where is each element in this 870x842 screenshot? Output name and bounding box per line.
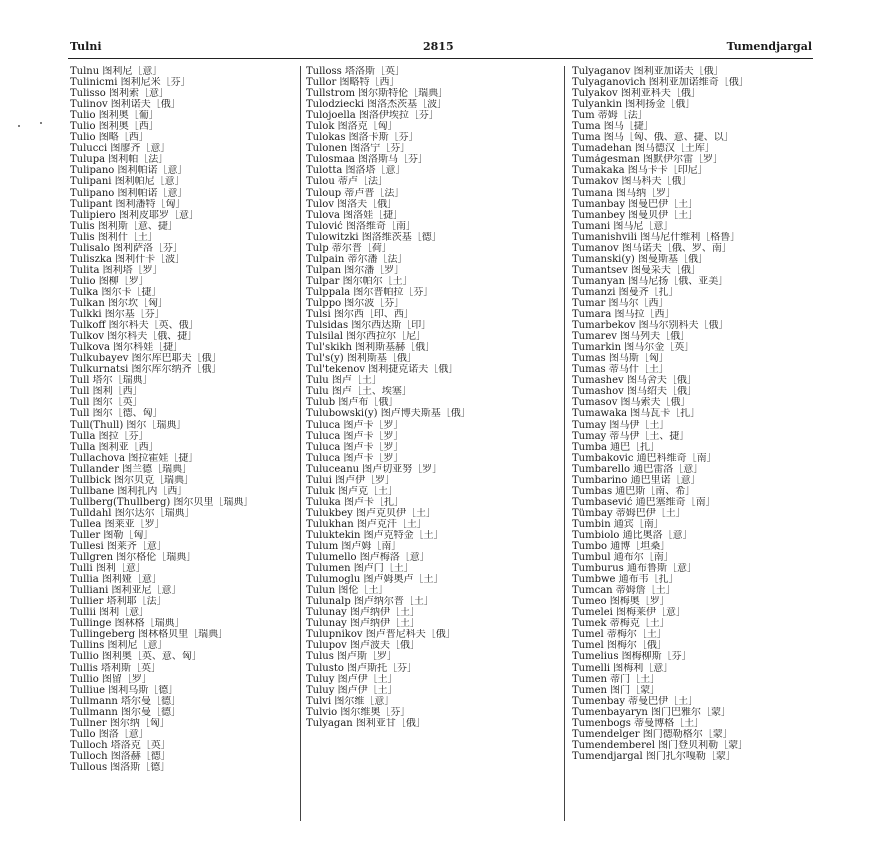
dictionary-entry: Tullea 图莱亚［罗］ xyxy=(70,518,165,530)
dictionary-entry: Tuluk 图卢克［土］ xyxy=(306,485,398,497)
dictionary-entry: Tullingeberg 图林格贝里［瑞典］ xyxy=(70,629,229,641)
dictionary-entry: Tulum 图卢姆［南］ xyxy=(306,541,402,553)
dictionary-entry: Tumanbay 图曼巴伊［土］ xyxy=(572,198,699,210)
dictionary-entry: Tumadehan 图马德汉［土库］ xyxy=(572,143,715,155)
dictionary-entry: Tumarbekov 图马尔别科夫［俄］ xyxy=(572,320,729,332)
dictionary-entry: Tullander 图兰德［瑞典］ xyxy=(70,463,193,475)
dictionary-entry: Tümbay 蒂姆巴伊［土］ xyxy=(572,507,686,519)
dictionary-entry: Tullstrom 图尔斯特伦［瑞典］ xyxy=(306,88,449,100)
dictionary-entry: Tullner 图尔纳［匈］ xyxy=(70,717,170,729)
dictionary-entry: Tuluca 图卢卡［罗］ xyxy=(306,441,404,453)
dictionary-entry: Tumarkin 图马尔金［英］ xyxy=(572,342,695,354)
header-rule xyxy=(68,58,813,59)
dictionary-entry: Tulsidas 图尔西达斯［印］ xyxy=(306,320,432,332)
dictionary-entry: Tulu 图卢［土］ xyxy=(306,375,382,387)
dictionary-entry: Tulova 图洛娃［捷］ xyxy=(306,209,404,221)
dictionary-entry: Tulotta 图洛塔［意］ xyxy=(306,165,406,177)
dictionary-entry: Tulumello 图卢梅洛［意］ xyxy=(306,552,430,564)
dictionary-entry: Tuma 图马［匈、俄、意、捷、以］ xyxy=(572,132,734,144)
running-head-right: Tumendjargal xyxy=(726,40,812,53)
dictionary-entry: Tulukbey 图卢克贝伊［土］ xyxy=(306,507,436,519)
dictionary-entry: Tumani 图马尼［意］ xyxy=(572,220,674,232)
dictionary-entry: Tulosmaa 图洛斯马［芬］ xyxy=(306,154,429,166)
dictionary-entry: Tull 图尔［英］ xyxy=(70,397,143,409)
dictionary-entry: Tumágesman 图默伊尔雷［罗］ xyxy=(572,154,724,166)
dictionary-entry: Tull 图利［西］ xyxy=(70,386,143,398)
dictionary-entry: Tuluy 图卢伊［土］ xyxy=(306,684,398,696)
dictionary-entry: Tulowitzki 图洛维茨基［德］ xyxy=(306,231,442,243)
dictionary-entry: Tulsi 图尔西［印、西］ xyxy=(306,309,414,321)
dictionary-entry: Tumara 图马拉［西］ xyxy=(572,309,675,321)
dictionary-entry: Tuloup 蒂卢普［法］ xyxy=(306,187,405,199)
dictionary-entry: Tul'skikh 图利斯基赫［俄］ xyxy=(306,342,436,354)
dictionary-entry: Tumelei 图梅莱伊［意］ xyxy=(572,607,687,619)
dictionary-entry: Tullous 图洛斯［德］ xyxy=(70,761,171,773)
dictionary-entry: Tullmann 塔尔曼［德］ xyxy=(70,695,182,707)
dictionary-entry: Tulupa 图利帕［法］ xyxy=(70,154,169,166)
dictionary-entry: Tulp 蒂尔普［荷］ xyxy=(306,242,392,254)
dictionary-entry: Tulubowski(y) 图卢博夫斯基［俄］ xyxy=(306,408,471,420)
dictionary-entry: Tulliue 图利乌斯［德］ xyxy=(70,684,179,696)
dictionary-entry: Tulunay 图卢纳伊［土］ xyxy=(306,618,420,630)
dictionary-entry: Tulupov 图卢波夫［俄］ xyxy=(306,640,420,652)
dictionary-entry: Tulloss 塔洛斯［英］ xyxy=(306,66,405,77)
dictionary-entry: Tumburus 通布鲁斯［意］ xyxy=(572,563,697,575)
dictionary-entry: Tumenbogs 蒂曼博格［土］ xyxy=(572,717,705,729)
dictionary-entry: Tumarev 图马列夫［俄］ xyxy=(572,331,691,343)
dictionary-entry: Tumbo 通博［坦桑］ xyxy=(572,541,671,553)
dictionary-entry: Tumeo 图梅奥［罗］ xyxy=(572,596,670,608)
dictionary-entry: Tumbul 通布尔［南］ xyxy=(572,552,674,564)
dictionary-entry: Tull(Thull) 图尔［瑞典］ xyxy=(70,419,187,431)
dictionary-entry: Tulli 图利［意］ xyxy=(70,563,146,575)
dictionary-entry: Tuluca 图卢卡［罗］ xyxy=(306,430,404,442)
dictionary-entry: Tumel 图梅尔［俄］ xyxy=(572,640,667,652)
column-divider xyxy=(300,66,301,821)
dictionary-entry: Tulla 图利亚［西］ xyxy=(70,441,159,453)
dictionary-entry: Tumakaka 图马卡卡［印尼］ xyxy=(572,165,708,177)
dictionary-entry: Tullesi 图莱齐［意］ xyxy=(70,541,167,553)
dictionary-entry: Tuluy 图卢伊［土］ xyxy=(306,673,398,685)
dictionary-entry: Tulsilal 图尔西拉尔［尼］ xyxy=(306,331,427,343)
dictionary-entry: Tullbick 图尔贝克［瑞典］ xyxy=(70,474,194,486)
dictionary-entry: Tulpain 蒂尔潘［法］ xyxy=(306,253,408,265)
dictionary-entry: Tulusto 图卢斯托［芬］ xyxy=(306,662,418,674)
dictionary-entry: Tumas 图马斯［匈］ xyxy=(572,353,669,365)
dictionary-entry: Tulisalo 图利萨洛［芬］ xyxy=(70,242,183,254)
dictionary-entry: Tulvio 图尔维奥［芬］ xyxy=(306,706,411,718)
dictionary-entry: Tulinov 图利诺夫［俄］ xyxy=(70,99,181,111)
dictionary-entry: Tumanbey 图曼贝伊［土］ xyxy=(572,209,699,221)
dictionary-entry: Tullmann 图尔曼［德］ xyxy=(70,706,182,718)
dictionary-entry: Tulumen 图卢门［土］ xyxy=(306,563,414,575)
dictionary-entry: Tumanov 图马诺夫［俄、罗、南］ xyxy=(572,242,732,254)
dictionary-entry: Tuluktekin 图卢克特金［土］ xyxy=(306,529,444,541)
dictionary-entry: Tulio 图略［西］ xyxy=(70,132,149,144)
dictionary-entry: Tumbiolo 通比奥洛［意］ xyxy=(572,529,693,541)
dictionary-entry: Tumenbayaryn 图门巴雅尔［蒙］ xyxy=(572,706,731,718)
dictionary-entry: Tulio 图利奥［葡］ xyxy=(70,110,159,122)
dictionary-entry: Tumbarino 通巴里诺［意］ xyxy=(572,474,701,486)
dictionary-entry: Tulvi 图尔维［意］ xyxy=(306,695,395,707)
dictionary-entry: Tull 图尔［德、匈］ xyxy=(70,408,163,420)
dictionary-entry: Tuluca 图卢卡［罗］ xyxy=(306,419,404,431)
dictionary-entry: Tumen 蒂门［土］ xyxy=(572,673,661,685)
dictionary-entry: Tumar 图马尔［西］ xyxy=(572,297,669,309)
dictionary-entry: Tumbakovic 通巴科维奇［南］ xyxy=(572,452,717,464)
dictionary-entry: Tulita 图利塔［罗］ xyxy=(70,264,163,276)
dictionary-entry: Tumanishvili 图马尼什维利［格鲁］ xyxy=(572,231,741,243)
dictionary-entry: Tumbasević 通巴塞维奇［南］ xyxy=(572,496,716,508)
dictionary-entry: Tulipano 图利帕诺［意］ xyxy=(70,165,188,177)
dictionary-entry: Tulpar 图尔帕尔［土］ xyxy=(306,275,413,287)
dictionary-entry: Tulkova 图尔科娃［捷］ xyxy=(70,342,184,354)
dictionary-entry: Tulumoglu 图卢姆奥卢［土］ xyxy=(306,574,444,586)
dictionary-entry: Tulla 图拉［芬］ xyxy=(70,430,149,442)
dictionary-entry: Tul's(y) 图利斯基［俄］ xyxy=(306,353,417,365)
dictionary-entry: Tulus 图卢斯［罗］ xyxy=(306,651,398,663)
dictionary-entry: Tulloch 图洛赫［德］ xyxy=(70,750,171,762)
dictionary-entry: Tulunay 图卢纳伊［土］ xyxy=(306,607,420,619)
dictionary-entry: Tulkki 图尔基［芬］ xyxy=(70,309,165,321)
dictionary-entry: Tumanyan 图马尼扬［俄、亚美］ xyxy=(572,275,729,287)
dictionary-entry: Tulupnikov 图卢普尼科夫［俄］ xyxy=(306,629,456,641)
dictionary-entry: Tullier 塔利耶［法］ xyxy=(70,596,167,608)
dictionary-entry: Tulyaganovich 图利亚加诺维奇［俄］ xyxy=(572,77,749,89)
dictionary-entry: Tuller 图勒［匈］ xyxy=(70,529,154,541)
dictionary-entry: Tullii 图利［意］ xyxy=(70,607,150,619)
dictionary-entry: Tulis 图利斯［意、捷］ xyxy=(70,220,178,232)
dictionary-entry: Tulipani 图利帕尼［意］ xyxy=(70,176,185,188)
dictionary-entry: Tullo 图洛［意］ xyxy=(70,728,149,740)
dictionary-entry: Tumba 通巴［扎］ xyxy=(572,441,661,453)
dictionary-entry: Tullachova 图拉霍娃［捷］ xyxy=(70,452,199,464)
dictionary-entry: Tulinicmi 图利尼米［芬］ xyxy=(70,77,191,89)
dictionary-entry: Tulonen 图洛宁［芬］ xyxy=(306,143,411,155)
page-number: 2815 xyxy=(423,40,454,53)
dictionary-entry: Tumbas 通巴斯［南、希］ xyxy=(572,485,696,497)
dictionary-entry: Tulunalp 图卢纳尔普［土］ xyxy=(306,596,434,608)
dictionary-entry: Tulipiero 图利皮耶罗［意］ xyxy=(70,209,200,221)
dictionary-entry: Tumendelger 图门德勒格尔［蒙］ xyxy=(572,728,733,740)
dictionary-entry: Tulldahl 图尔达尔［瑞典］ xyxy=(70,507,195,519)
dictionary-entry: Tullinge 图林格［瑞典］ xyxy=(70,618,185,630)
dictionary-entry: Tuliszka 图利什卡［波］ xyxy=(70,253,186,265)
dictionary-entry: Tulipano 图利帕诺［意］ xyxy=(70,187,188,199)
dictionary-entry: Tull 塔尔［瑞典］ xyxy=(70,375,153,387)
dictionary-entry: Tullis 塔利斯［英］ xyxy=(70,662,162,674)
dictionary-entry: Tulis 图利什［土］ xyxy=(70,231,158,243)
dictionary-entry: Tumenbay 蒂曼巴伊［土］ xyxy=(572,695,699,707)
dictionary-entry: Tullor 图略特［西］ xyxy=(306,77,400,89)
dictionary-entry: Tulkov 图尔科夫［俄、捷］ xyxy=(70,331,198,343)
dictionary-entry: Tullio 图利奥［英、意、匈］ xyxy=(70,651,202,663)
dictionary-entry: Tulnu 图利尼［意］ xyxy=(70,66,163,77)
dictionary-entry: Tullbane 图利扎内［西］ xyxy=(70,485,188,497)
dictionary-entry: Tulkoff 图尔科夫［英、俄］ xyxy=(70,320,199,332)
dictionary-entry: Tulyankin 图利扬金［俄］ xyxy=(572,99,696,111)
dictionary-entry: Tulkubayev 图尔库巴耶夫［俄］ xyxy=(70,353,222,365)
dictionary-entry: Tumashev 图马舍夫［俄］ xyxy=(572,375,697,387)
dictionary-entry: Tulisso 图利索［意］ xyxy=(70,88,169,100)
dictionary-entry: Tulloch 塔洛克［英］ xyxy=(70,739,171,751)
dictionary-entry: Tumawaka 图马瓦卡［扎］ xyxy=(572,408,701,420)
dictionary-entry: Tumantsev 图曼采夫［俄］ xyxy=(572,264,701,276)
dictionary-entry: Tumel 蒂梅尔［土］ xyxy=(572,629,667,641)
dictionary-entry: Tullia 图利娅［意］ xyxy=(70,574,162,586)
dictionary-entry: Tulyakov 图利亚科夫［俄］ xyxy=(572,88,701,100)
dictionary-entry: Tulović 图洛维奇［南］ xyxy=(306,220,416,232)
dictionary-entry: Tului 图卢伊［罗］ xyxy=(306,474,396,486)
dictionary-entry: Tulyaganov 图利亚加诺夫［俄］ xyxy=(572,66,724,77)
dictionary-entry: Tul'tekenov 图利捷克诺夫［俄］ xyxy=(306,364,459,376)
dictionary-entry: Tumek 蒂梅克［土］ xyxy=(572,618,670,630)
dictionary-entry: Tumelius 图梅柳斯［芬］ xyxy=(572,651,692,663)
dictionary-entry: Tumakov 图马科夫［俄］ xyxy=(572,176,692,188)
dictionary-entry: Tumasov 图马索夫［俄］ xyxy=(572,397,691,409)
dictionary-entry: Tuluca 图卢卡［罗］ xyxy=(306,452,404,464)
dictionary-entry: Tumana 图马纳［罗］ xyxy=(572,187,677,199)
dictionary-entry: Tulkan 图尔坎［匈］ xyxy=(70,297,168,309)
dictionary-entry: Tulipant 图利潘特［匈］ xyxy=(70,198,186,210)
dictionary-entry: Tuluka 图卢卡［扎］ xyxy=(306,496,404,508)
dictionary-entry: Tumcan 蒂姆詹［土］ xyxy=(572,585,676,597)
dictionary-entry: Tulpan 图尔潘［罗］ xyxy=(306,264,405,276)
dictionary-entry: Tumanzi 图曼齐［扎］ xyxy=(572,286,679,298)
dictionary-entry: Tulun 图伦［土］ xyxy=(306,585,389,597)
dictionary-entry: Tullberg(Thullberg) 图尔贝里［瑞典］ xyxy=(70,496,254,508)
column-1 xyxy=(70,66,292,821)
dictionary-entry: Tulucci 图廖齐［意］ xyxy=(70,143,171,155)
dictionary-entry: Tulokas 图洛卡斯［芬］ xyxy=(306,132,419,144)
running-head-left: Tulni xyxy=(70,40,102,53)
dictionary-entry: Tullgren 图尔格伦［瑞典］ xyxy=(70,552,197,564)
dictionary-entry: Tullins 图利尼［意］ xyxy=(70,640,168,652)
dictionary-entry: Tumendjargal 图门扎尔嘎勒［蒙］ xyxy=(572,750,736,762)
dictionary-entry: Tulojoella 图洛伊埃拉［芬］ xyxy=(306,110,439,122)
dictionary-entry: Tulub 图卢布［俄］ xyxy=(306,397,399,409)
dictionary-entry: Tumen 图门［蒙］ xyxy=(572,684,661,696)
dictionary-entry: Tulov 图洛夫［俄］ xyxy=(306,198,398,210)
column-2 xyxy=(306,66,556,821)
dictionary-entry: Tumbin 通宾［南］ xyxy=(572,518,664,530)
dictionary-entry: Tumbarello 通巴雷洛［意］ xyxy=(572,463,704,475)
column-divider xyxy=(564,66,565,821)
dictionary-entry: Tuma 图马［捷］ xyxy=(572,121,654,133)
dictionary-entry: Tumas 蒂马什［土］ xyxy=(572,364,669,376)
dictionary-entry: Tulio 图柳［罗］ xyxy=(70,275,149,287)
dictionary-entry: Tulu 图卢［土、埃塞］ xyxy=(306,386,412,398)
dictionary-entry: Tulka 图尔卡［捷］ xyxy=(70,286,162,298)
dictionary-entry: Tum 蒂姆［法］ xyxy=(572,110,648,122)
dictionary-entry: Tumashov 图马绍夫［俄］ xyxy=(572,386,697,398)
dictionary-entry: Tulok 图洛克［匈］ xyxy=(306,121,398,133)
dictionary-entry: Tumbwe 通布韦［扎］ xyxy=(572,574,679,586)
scan-speck xyxy=(40,122,42,124)
dictionary-entry: Tullio 图留［罗］ xyxy=(70,673,152,685)
dictionary-entry: Tulkurnatsi 图尔库尔纳齐［俄］ xyxy=(70,364,222,376)
dictionary-entry: Tulyagan 图利亚甘［俄］ xyxy=(306,717,426,729)
dictionary-entry: Tulppo 图尔波［芬］ xyxy=(306,297,405,309)
dictionary-entry: Tumay 蒂马伊［土、捷］ xyxy=(572,430,690,442)
dictionary-entry: Tulppala 图尔普帕拉［芬］ xyxy=(306,286,434,298)
dictionary-entry: Tulio 图利奥［西］ xyxy=(70,121,159,133)
dictionary-entry: Tuluceanu 图卢切亚努［罗］ xyxy=(306,463,443,475)
column-3 xyxy=(572,66,818,821)
dictionary-entry: Tumendemberel 图门登贝利勒［蒙］ xyxy=(572,739,749,751)
dictionary-entry: Tulou 蒂卢［法］ xyxy=(306,176,388,188)
dictionary-entry: Tulodziecki 图洛杰茨基［波］ xyxy=(306,99,448,111)
scan-speck xyxy=(18,125,20,127)
dictionary-entry: Tumay 图马伊［土］ xyxy=(572,419,670,431)
dictionary-entry: Tumanski(y) 图曼斯基［俄］ xyxy=(572,253,709,265)
dictionary-entry: Tumelli 图梅利［意］ xyxy=(572,662,674,674)
dictionary-entry: Tulukhan 图卢克汗［土］ xyxy=(306,518,427,530)
dictionary-entry: Tulliani 图利亚尼［意］ xyxy=(70,585,182,597)
